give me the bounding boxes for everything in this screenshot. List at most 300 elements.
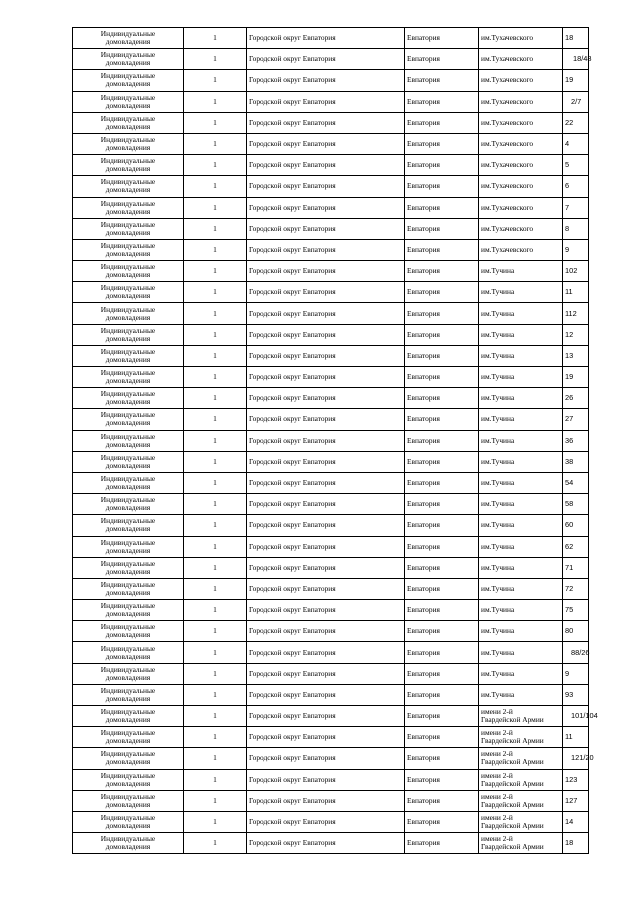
cell-city: Евпатория bbox=[405, 833, 479, 854]
cell-street: им.Тухачевского bbox=[479, 28, 563, 49]
cell-count: 1 bbox=[184, 430, 247, 451]
table-row bbox=[73, 261, 589, 282]
cell-city: Евпатория bbox=[405, 600, 479, 621]
object-type-line2: домовладения bbox=[105, 291, 151, 301]
object-type-line2: домовладения bbox=[105, 143, 151, 153]
cell-district: Городской округ Евпатория bbox=[247, 155, 405, 176]
street-line2: Гвардейской Армии bbox=[481, 757, 544, 767]
cell-city: Евпатория bbox=[405, 345, 479, 366]
table-row bbox=[73, 727, 589, 748]
cell-object-type bbox=[73, 388, 184, 409]
table-row bbox=[73, 324, 589, 345]
cell-object-type bbox=[73, 282, 184, 303]
cell-street: им.Тучина bbox=[479, 663, 563, 684]
cell-object-type bbox=[73, 345, 184, 366]
object-type-line2: домовладения bbox=[105, 609, 151, 619]
cell-object-type bbox=[73, 706, 184, 727]
object-type-line1: Индивидуальные bbox=[100, 71, 156, 81]
object-type-line1: Индивидуальные bbox=[100, 707, 156, 717]
cell-city: Евпатория bbox=[405, 790, 479, 811]
cell-object-type bbox=[73, 684, 184, 705]
cell-count: 1 bbox=[184, 282, 247, 303]
object-type-line1: Индивидуальные bbox=[100, 92, 156, 102]
table-row bbox=[73, 197, 589, 218]
cell-house-number: 62 bbox=[563, 536, 589, 557]
cell-house-number: 38 bbox=[563, 451, 589, 472]
cell-house-number: 2/7 bbox=[563, 91, 589, 112]
cell-street bbox=[479, 790, 563, 811]
cell-district: Городской округ Евпатория bbox=[247, 578, 405, 599]
cell-city: Евпатория bbox=[405, 133, 479, 154]
cell-house-number: 9 bbox=[563, 663, 589, 684]
table-row bbox=[73, 388, 589, 409]
cell-city: Евпатория bbox=[405, 621, 479, 642]
street-line1: имени 2-й bbox=[481, 791, 513, 801]
cell-count: 1 bbox=[184, 769, 247, 790]
object-type-line1: Индивидуальные bbox=[100, 516, 156, 526]
cell-street: им.Тучина bbox=[479, 578, 563, 599]
cell-object-type bbox=[73, 91, 184, 112]
table-row bbox=[73, 176, 589, 197]
street-line2: Гвардейской Армии bbox=[481, 778, 544, 788]
cell-city: Евпатория bbox=[405, 409, 479, 430]
object-type-line2: домовладения bbox=[105, 630, 151, 640]
street-line1: имени 2-й bbox=[481, 770, 513, 780]
cell-object-type bbox=[73, 70, 184, 91]
cell-district: Городской округ Евпатория bbox=[247, 409, 405, 430]
object-type-line2: домовладения bbox=[105, 672, 151, 682]
street-line1: имени 2-й bbox=[481, 813, 513, 823]
cell-street: им.Тухачевского bbox=[479, 49, 563, 70]
cell-district: Городской округ Евпатория bbox=[247, 727, 405, 748]
table-row bbox=[73, 239, 589, 260]
cell-count: 1 bbox=[184, 49, 247, 70]
cell-street: им.Тухачевского bbox=[479, 197, 563, 218]
cell-house-number: 22 bbox=[563, 112, 589, 133]
cell-house-number: 19 bbox=[563, 70, 589, 91]
object-type-line2: домовладения bbox=[105, 566, 151, 576]
cell-house-number: 36 bbox=[563, 430, 589, 451]
street-line1: имени 2-й bbox=[481, 834, 513, 844]
cell-city: Евпатория bbox=[405, 811, 479, 832]
cell-district: Городской округ Евпатория bbox=[247, 790, 405, 811]
object-type-line1: Индивидуальные bbox=[100, 622, 156, 632]
cell-object-type bbox=[73, 748, 184, 769]
cell-count: 1 bbox=[184, 515, 247, 536]
table-row bbox=[73, 557, 589, 578]
cell-count: 1 bbox=[184, 833, 247, 854]
cell-city: Евпатория bbox=[405, 769, 479, 790]
object-type-line1: Индивидуальные bbox=[100, 389, 156, 399]
cell-house-number: 18/48 bbox=[563, 49, 589, 70]
table-row bbox=[73, 218, 589, 239]
cell-street: им.Тухачевского bbox=[479, 70, 563, 91]
street-line1: имени 2-й bbox=[481, 749, 513, 759]
object-type-line2: домовладения bbox=[105, 312, 151, 322]
cell-city: Евпатория bbox=[405, 155, 479, 176]
cell-street: им.Тучина bbox=[479, 345, 563, 366]
object-type-line2: домовладения bbox=[105, 757, 151, 767]
cell-count: 1 bbox=[184, 345, 247, 366]
object-type-line1: Индивидуальные bbox=[100, 283, 156, 293]
cell-city: Евпатория bbox=[405, 494, 479, 515]
cell-city: Евпатория bbox=[405, 176, 479, 197]
cell-city: Евпатория bbox=[405, 282, 479, 303]
document-page bbox=[72, 27, 598, 854]
cell-house-number: 121/20 bbox=[563, 748, 589, 769]
cell-count: 1 bbox=[184, 600, 247, 621]
cell-house-number: 8 bbox=[563, 218, 589, 239]
object-type-line1: Индивидуальные bbox=[100, 346, 156, 356]
table-row bbox=[73, 345, 589, 366]
cell-object-type bbox=[73, 557, 184, 578]
cell-city: Евпатория bbox=[405, 536, 479, 557]
cell-district: Городской округ Евпатория bbox=[247, 388, 405, 409]
table-row bbox=[73, 494, 589, 515]
cell-street: им.Тучина bbox=[479, 642, 563, 663]
cell-house-number: 112 bbox=[563, 303, 589, 324]
cell-district: Городской округ Евпатория bbox=[247, 557, 405, 578]
cell-city: Евпатория bbox=[405, 70, 479, 91]
cell-house-number: 14 bbox=[563, 811, 589, 832]
cell-house-number: 93 bbox=[563, 684, 589, 705]
object-type-line2: домовладения bbox=[105, 587, 151, 597]
cell-street: им.Тучина bbox=[479, 409, 563, 430]
cell-city: Евпатория bbox=[405, 748, 479, 769]
cell-house-number: 11 bbox=[563, 282, 589, 303]
object-type-line1: Индивидуальные bbox=[100, 537, 156, 547]
object-type-line1: Индивидуальные bbox=[100, 579, 156, 589]
cell-count: 1 bbox=[184, 218, 247, 239]
cell-city: Евпатория bbox=[405, 642, 479, 663]
object-type-line1: Индивидуальные bbox=[100, 156, 156, 166]
cell-count: 1 bbox=[184, 684, 247, 705]
cell-object-type bbox=[73, 621, 184, 642]
cell-district: Городской округ Евпатория bbox=[247, 133, 405, 154]
object-type-line1: Индивидуальные bbox=[100, 29, 156, 39]
cell-district: Городской округ Евпатория bbox=[247, 176, 405, 197]
cell-street bbox=[479, 748, 563, 769]
cell-object-type bbox=[73, 303, 184, 324]
cell-district: Городской округ Евпатория bbox=[247, 218, 405, 239]
object-type-line2: домовладения bbox=[105, 715, 151, 725]
cell-street: им.Тухачевского bbox=[479, 133, 563, 154]
cell-house-number: 102 bbox=[563, 261, 589, 282]
object-type-line2: домовладения bbox=[105, 100, 151, 110]
cell-city: Евпатория bbox=[405, 303, 479, 324]
object-type-line2: домовладения bbox=[105, 778, 151, 788]
cell-city: Евпатория bbox=[405, 197, 479, 218]
object-type-line1: Индивидуальные bbox=[100, 749, 156, 759]
cell-house-number: 123 bbox=[563, 769, 589, 790]
table-row bbox=[73, 621, 589, 642]
cell-street: им.Тучина bbox=[479, 557, 563, 578]
cell-object-type bbox=[73, 790, 184, 811]
table-row bbox=[73, 748, 589, 769]
cell-count: 1 bbox=[184, 536, 247, 557]
cell-city: Евпатория bbox=[405, 451, 479, 472]
table-row bbox=[73, 706, 589, 727]
cell-street: им.Тучина bbox=[479, 494, 563, 515]
cell-object-type bbox=[73, 472, 184, 493]
cell-house-number: 7 bbox=[563, 197, 589, 218]
cell-object-type bbox=[73, 409, 184, 430]
object-type-line1: Индивидуальные bbox=[100, 474, 156, 484]
object-type-line1: Индивидуальные bbox=[100, 198, 156, 208]
cell-street: им.Тухачевского bbox=[479, 218, 563, 239]
cell-district: Городской округ Евпатория bbox=[247, 706, 405, 727]
cell-house-number: 4 bbox=[563, 133, 589, 154]
cell-district: Городской округ Евпатория bbox=[247, 811, 405, 832]
table-row bbox=[73, 112, 589, 133]
object-type-line1: Индивидуальные bbox=[100, 410, 156, 420]
object-type-line1: Индивидуальные bbox=[100, 177, 156, 187]
cell-count: 1 bbox=[184, 706, 247, 727]
cell-house-number: 127 bbox=[563, 790, 589, 811]
table-row bbox=[73, 472, 589, 493]
object-type-line2: домовладения bbox=[105, 58, 151, 68]
cell-street: им.Тухачевского bbox=[479, 112, 563, 133]
cell-house-number: 71 bbox=[563, 557, 589, 578]
table-row bbox=[73, 409, 589, 430]
address-registry-table bbox=[72, 27, 598, 854]
cell-street: им.Тучина bbox=[479, 621, 563, 642]
object-type-line1: Индивидуальные bbox=[100, 558, 156, 568]
cell-object-type bbox=[73, 430, 184, 451]
cell-object-type bbox=[73, 218, 184, 239]
object-type-line2: домовладения bbox=[105, 121, 151, 131]
cell-object-type bbox=[73, 663, 184, 684]
object-type-line2: домовладения bbox=[105, 164, 151, 174]
table-row bbox=[73, 28, 589, 49]
table-row bbox=[73, 367, 589, 388]
cell-street: им.Тучина bbox=[479, 430, 563, 451]
cell-count: 1 bbox=[184, 578, 247, 599]
cell-street: им.Тучина bbox=[479, 451, 563, 472]
object-type-line2: домовладения bbox=[105, 227, 151, 237]
object-type-line1: Индивидуальные bbox=[100, 685, 156, 695]
street-line2: Гвардейской Армии bbox=[481, 842, 544, 852]
cell-city: Евпатория bbox=[405, 388, 479, 409]
cell-street: им.Тухачевского bbox=[479, 91, 563, 112]
cell-object-type bbox=[73, 197, 184, 218]
cell-district: Городской округ Евпатория bbox=[247, 91, 405, 112]
object-type-line2: домовладения bbox=[105, 736, 151, 746]
cell-city: Евпатория bbox=[405, 472, 479, 493]
table-row bbox=[73, 663, 589, 684]
table-row bbox=[73, 684, 589, 705]
cell-object-type bbox=[73, 727, 184, 748]
cell-district: Городской округ Евпатория bbox=[247, 494, 405, 515]
object-type-line2: домовладения bbox=[105, 79, 151, 89]
cell-house-number: 11 bbox=[563, 727, 589, 748]
cell-object-type bbox=[73, 811, 184, 832]
cell-district: Городской округ Евпатория bbox=[247, 600, 405, 621]
cell-house-number: 13 bbox=[563, 345, 589, 366]
object-type-line1: Индивидуальные bbox=[100, 304, 156, 314]
cell-object-type bbox=[73, 769, 184, 790]
street-line2: Гвардейской Армии bbox=[481, 799, 544, 809]
object-type-line2: домовладения bbox=[105, 503, 151, 513]
cell-count: 1 bbox=[184, 811, 247, 832]
cell-object-type bbox=[73, 642, 184, 663]
cell-object-type bbox=[73, 239, 184, 260]
object-type-line2: домовладения bbox=[105, 460, 151, 470]
cell-city: Евпатория bbox=[405, 515, 479, 536]
cell-street: им.Тухачевского bbox=[479, 155, 563, 176]
cell-object-type bbox=[73, 155, 184, 176]
cell-city: Евпатория bbox=[405, 367, 479, 388]
cell-house-number: 5 bbox=[563, 155, 589, 176]
table-row bbox=[73, 536, 589, 557]
cell-house-number: 72 bbox=[563, 578, 589, 599]
cell-street: им.Тучина bbox=[479, 472, 563, 493]
cell-city: Евпатория bbox=[405, 578, 479, 599]
object-type-line2: домовладения bbox=[105, 354, 151, 364]
object-type-line2: домовладения bbox=[105, 376, 151, 386]
street-line1: имени 2-й bbox=[481, 707, 513, 717]
object-type-line2: домовладения bbox=[105, 185, 151, 195]
cell-count: 1 bbox=[184, 748, 247, 769]
cell-district: Городской округ Евпатория bbox=[247, 472, 405, 493]
cell-street bbox=[479, 811, 563, 832]
object-type-line2: домовладения bbox=[105, 821, 151, 831]
cell-count: 1 bbox=[184, 621, 247, 642]
cell-street: им.Тучина bbox=[479, 684, 563, 705]
cell-city: Евпатория bbox=[405, 261, 479, 282]
cell-street: им.Тучина bbox=[479, 282, 563, 303]
cell-house-number: 12 bbox=[563, 324, 589, 345]
cell-object-type bbox=[73, 112, 184, 133]
object-type-line1: Индивидуальные bbox=[100, 601, 156, 611]
cell-object-type bbox=[73, 536, 184, 557]
cell-object-type bbox=[73, 176, 184, 197]
cell-count: 1 bbox=[184, 409, 247, 430]
cell-count: 1 bbox=[184, 91, 247, 112]
object-type-line2: домовладения bbox=[105, 693, 151, 703]
cell-house-number: 101/104 bbox=[563, 706, 589, 727]
cell-object-type bbox=[73, 600, 184, 621]
table-row bbox=[73, 133, 589, 154]
table-row bbox=[73, 282, 589, 303]
cell-count: 1 bbox=[184, 663, 247, 684]
cell-house-number: 9 bbox=[563, 239, 589, 260]
cell-city: Евпатория bbox=[405, 239, 479, 260]
cell-district: Городской округ Евпатория bbox=[247, 367, 405, 388]
object-type-line1: Индивидуальные bbox=[100, 368, 156, 378]
cell-city: Евпатория bbox=[405, 684, 479, 705]
cell-city: Евпатория bbox=[405, 28, 479, 49]
table-row bbox=[73, 642, 589, 663]
object-type-line1: Индивидуальные bbox=[100, 791, 156, 801]
object-type-line2: домовладения bbox=[105, 524, 151, 534]
cell-street bbox=[479, 706, 563, 727]
cell-district: Городской округ Евпатория bbox=[247, 642, 405, 663]
object-type-line1: Индивидуальные bbox=[100, 219, 156, 229]
cell-street bbox=[479, 769, 563, 790]
cell-count: 1 bbox=[184, 28, 247, 49]
object-type-line2: домовладения bbox=[105, 482, 151, 492]
cell-district: Городской округ Евпатория bbox=[247, 769, 405, 790]
cell-city: Евпатория bbox=[405, 49, 479, 70]
cell-district: Городской округ Евпатория bbox=[247, 112, 405, 133]
cell-object-type bbox=[73, 494, 184, 515]
cell-count: 1 bbox=[184, 642, 247, 663]
cell-object-type bbox=[73, 133, 184, 154]
cell-street: им.Тучина bbox=[479, 303, 563, 324]
cell-count: 1 bbox=[184, 70, 247, 91]
cell-house-number: 75 bbox=[563, 600, 589, 621]
table-row bbox=[73, 769, 589, 790]
cell-street: им.Тухачевского bbox=[479, 239, 563, 260]
cell-house-number: 27 bbox=[563, 409, 589, 430]
cell-house-number: 58 bbox=[563, 494, 589, 515]
cell-object-type bbox=[73, 324, 184, 345]
cell-house-number: 54 bbox=[563, 472, 589, 493]
cell-street bbox=[479, 727, 563, 748]
cell-district: Городской округ Евпатория bbox=[247, 430, 405, 451]
table-row bbox=[73, 430, 589, 451]
object-type-line1: Индивидуальные bbox=[100, 834, 156, 844]
cell-count: 1 bbox=[184, 451, 247, 472]
object-type-line1: Индивидуальные bbox=[100, 495, 156, 505]
cell-count: 1 bbox=[184, 155, 247, 176]
table-row bbox=[73, 155, 589, 176]
cell-object-type bbox=[73, 261, 184, 282]
object-type-line1: Индивидуальные bbox=[100, 240, 156, 250]
cell-street: им.Тучина bbox=[479, 261, 563, 282]
cell-object-type bbox=[73, 367, 184, 388]
cell-district: Городской округ Евпатория bbox=[247, 261, 405, 282]
cell-city: Евпатория bbox=[405, 218, 479, 239]
cell-count: 1 bbox=[184, 112, 247, 133]
cell-house-number: 80 bbox=[563, 621, 589, 642]
table-row bbox=[73, 833, 589, 854]
cell-district: Городской округ Евпатория bbox=[247, 49, 405, 70]
object-type-line1: Индивидуальные bbox=[100, 813, 156, 823]
table-row bbox=[73, 790, 589, 811]
table-row bbox=[73, 578, 589, 599]
cell-count: 1 bbox=[184, 197, 247, 218]
cell-count: 1 bbox=[184, 388, 247, 409]
object-type-line1: Индивидуальные bbox=[100, 664, 156, 674]
object-type-line1: Индивидуальные bbox=[100, 728, 156, 738]
registry-body bbox=[73, 28, 598, 854]
cell-object-type bbox=[73, 578, 184, 599]
object-type-line2: домовладения bbox=[105, 651, 151, 661]
cell-count: 1 bbox=[184, 557, 247, 578]
object-type-line2: домовладения bbox=[105, 37, 151, 47]
cell-count: 1 bbox=[184, 133, 247, 154]
cell-district: Городской округ Евпатория bbox=[247, 451, 405, 472]
cell-count: 1 bbox=[184, 727, 247, 748]
object-type-line2: домовладения bbox=[105, 439, 151, 449]
object-type-line2: домовладения bbox=[105, 545, 151, 555]
cell-street: им.Тучина bbox=[479, 324, 563, 345]
object-type-line1: Индивидуальные bbox=[100, 770, 156, 780]
cell-city: Евпатория bbox=[405, 663, 479, 684]
cell-object-type bbox=[73, 49, 184, 70]
object-type-line2: домовладения bbox=[105, 397, 151, 407]
cell-city: Евпатория bbox=[405, 430, 479, 451]
cell-city: Евпатория bbox=[405, 706, 479, 727]
object-type-line2: домовладения bbox=[105, 248, 151, 258]
cell-city: Евпатория bbox=[405, 557, 479, 578]
object-type-line1: Индивидуальные bbox=[100, 262, 156, 272]
cell-district: Городской округ Евпатория bbox=[247, 684, 405, 705]
object-type-line1: Индивидуальные bbox=[100, 643, 156, 653]
cell-district: Городской округ Евпатория bbox=[247, 28, 405, 49]
